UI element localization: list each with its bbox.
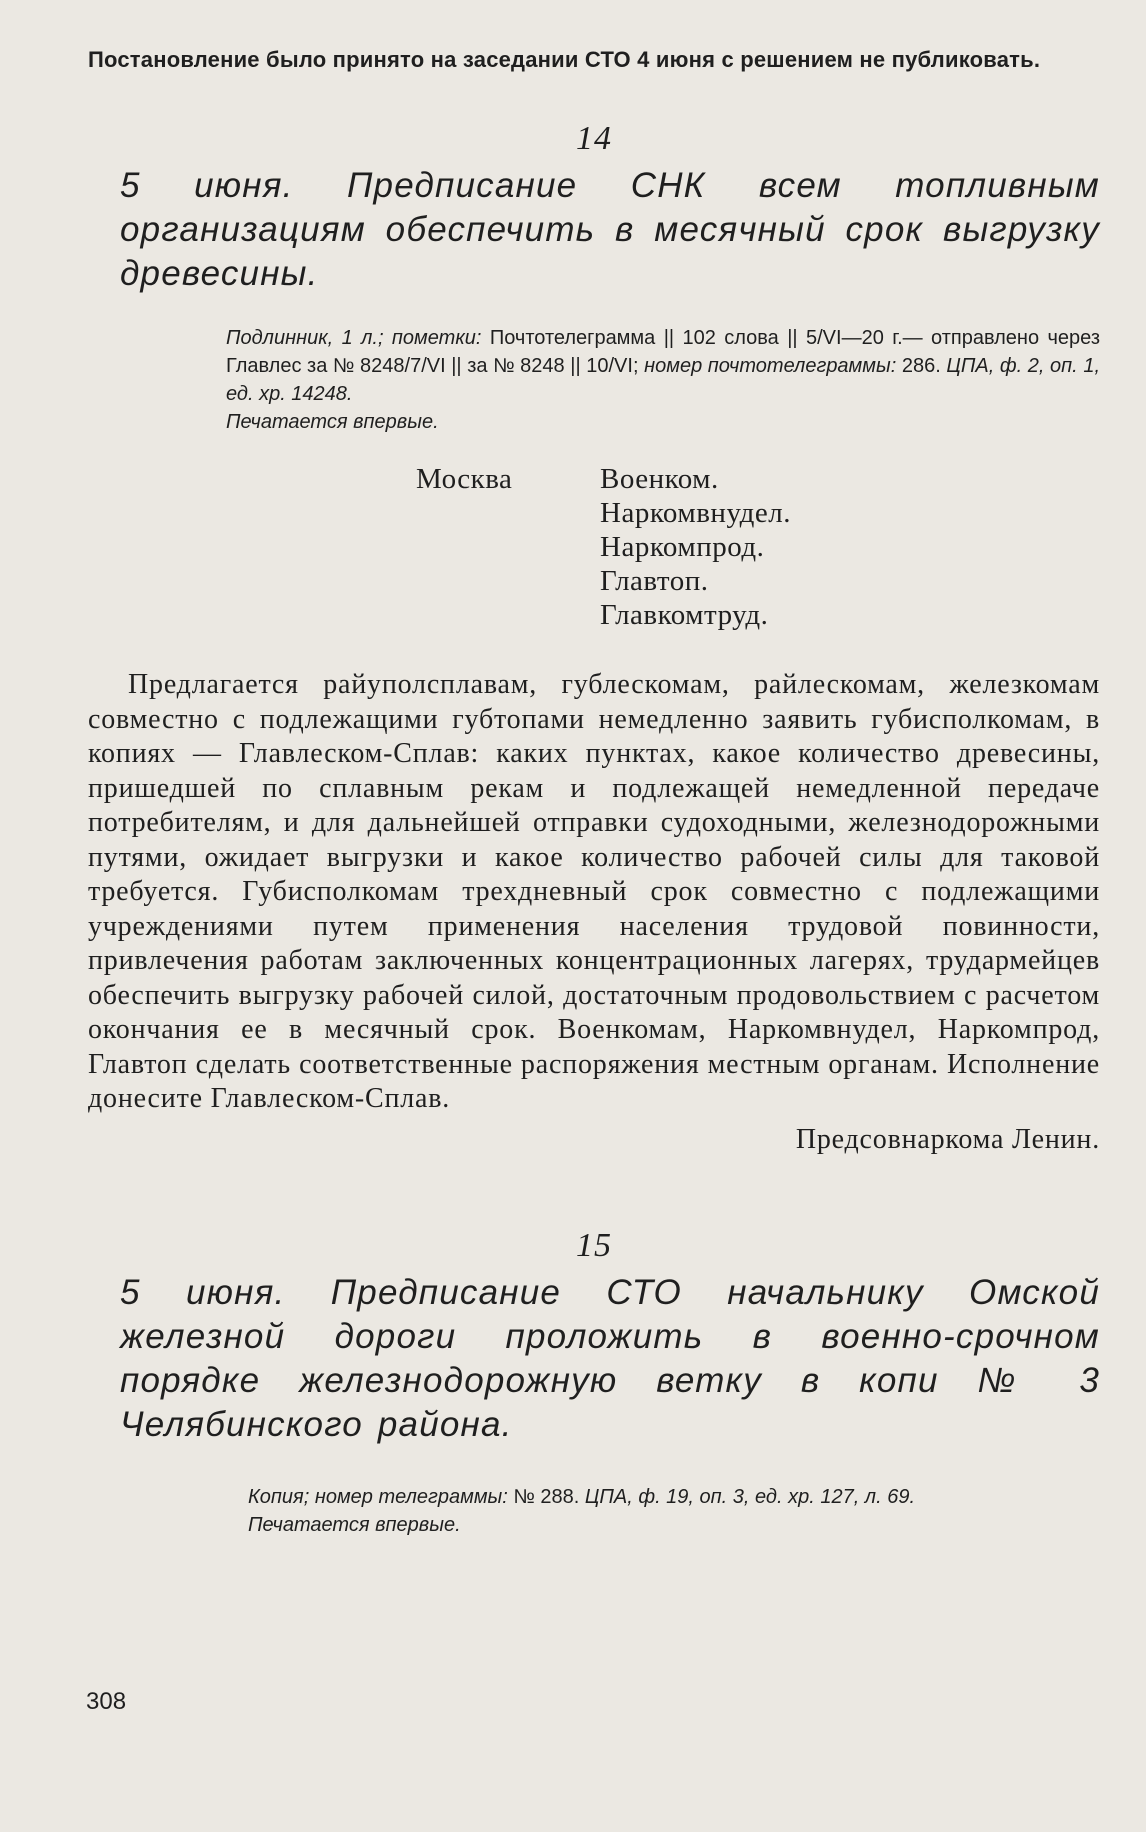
signature: Предсовнаркома Ленин. — [795, 1123, 1100, 1155]
recipient: Военком. — [600, 463, 719, 495]
page-number: 308 — [86, 1688, 127, 1715]
document-page — [88, 44, 1100, 1539]
source-text: Почтотелеграмма || 102 слова || 5/VI—20 г.— отправлено через Главлес за № 8248/7/VI || за № 8248 || 10/VI; — [226, 327, 1100, 377]
address-city: Москва — [416, 463, 513, 495]
source-label-2: номер почтотелеграммы: — [644, 355, 897, 377]
document-title: 5 июня. Предписание СНК всем топливным организациям обеспечить в месячный срок выгрузку древесины. — [120, 166, 1100, 293]
source-label: Подлинник, 1 л.; пометки: — [226, 327, 482, 349]
recipient: Главкомтруд. — [600, 599, 769, 631]
address-block — [416, 462, 1100, 632]
recipient-list — [600, 462, 791, 632]
source-text-2: 286. — [901, 355, 941, 377]
recipient: Наркомвнудел. — [600, 497, 791, 529]
body-text: Предлагается райуполсплавам, гублескомам, райлескомам, железкомам совместно с подлежащими губтопами немедленно заявить губисполкомам, в копиях — Главлеском-Сплав: каких пунктах, какое количество древесины, пришедшей по сплавным рекам и подлежащей немедленной передаче потребителям, и для дальнейшей отправки судоходными, железнодорожными путями, ожидает выгрузки и какое количество рабочей силы для таковой требуется. Губисполкомам трехдневный срок совместно с подлежащими учреждениями путем применения населения трудовой повинности, привлечения работам заключенных концентрационных лагерях, трудармейцев обеспечить выгрузку рабочей силой, достаточным продовольствием с расчетом окончания ее в месячный срок. Военкомам, Наркомвнудел, Наркомпрод, Главтоп сделать соответственные распоряжения местным органам. Исполнение донесите Главлеском-Сплав. — [88, 669, 1100, 1114]
document-title: 5 июня. Предписание СТО начальнику Омской железной дороги проложить в военно-срочном порядке железнодорожную ветку в копи № 3 Челябинского района. — [120, 1272, 1100, 1444]
body-paragraph — [88, 668, 1100, 1117]
publication-note: Печатается впервые. — [248, 1513, 461, 1536]
source-label: Копия; номер телеграммы: — [248, 1485, 508, 1508]
source-note — [226, 324, 1100, 436]
source-archive: ЦПА, ф. 19, оп. 3, ед. хр. 127, л. 69. — [584, 1485, 916, 1508]
intro-paragraph: Постановление было принято на заседании СТО 4 июня с решением не публиковать. — [88, 47, 1041, 72]
source-note-text — [226, 324, 1100, 408]
recipient: Наркомпрод. — [600, 531, 765, 563]
document-number: 15 — [576, 1226, 612, 1264]
publication-note: Печатается впервые. — [226, 411, 439, 433]
source-note — [248, 1483, 1100, 1539]
document-number: 14 — [576, 120, 612, 157]
source-text: № 288. — [513, 1485, 580, 1508]
source-archive: ЦПА, ф. 2, оп. 1, ед. хр. 14248. — [226, 355, 1100, 405]
source-note-text — [248, 1483, 1100, 1511]
recipient: Главтоп. — [600, 565, 709, 597]
